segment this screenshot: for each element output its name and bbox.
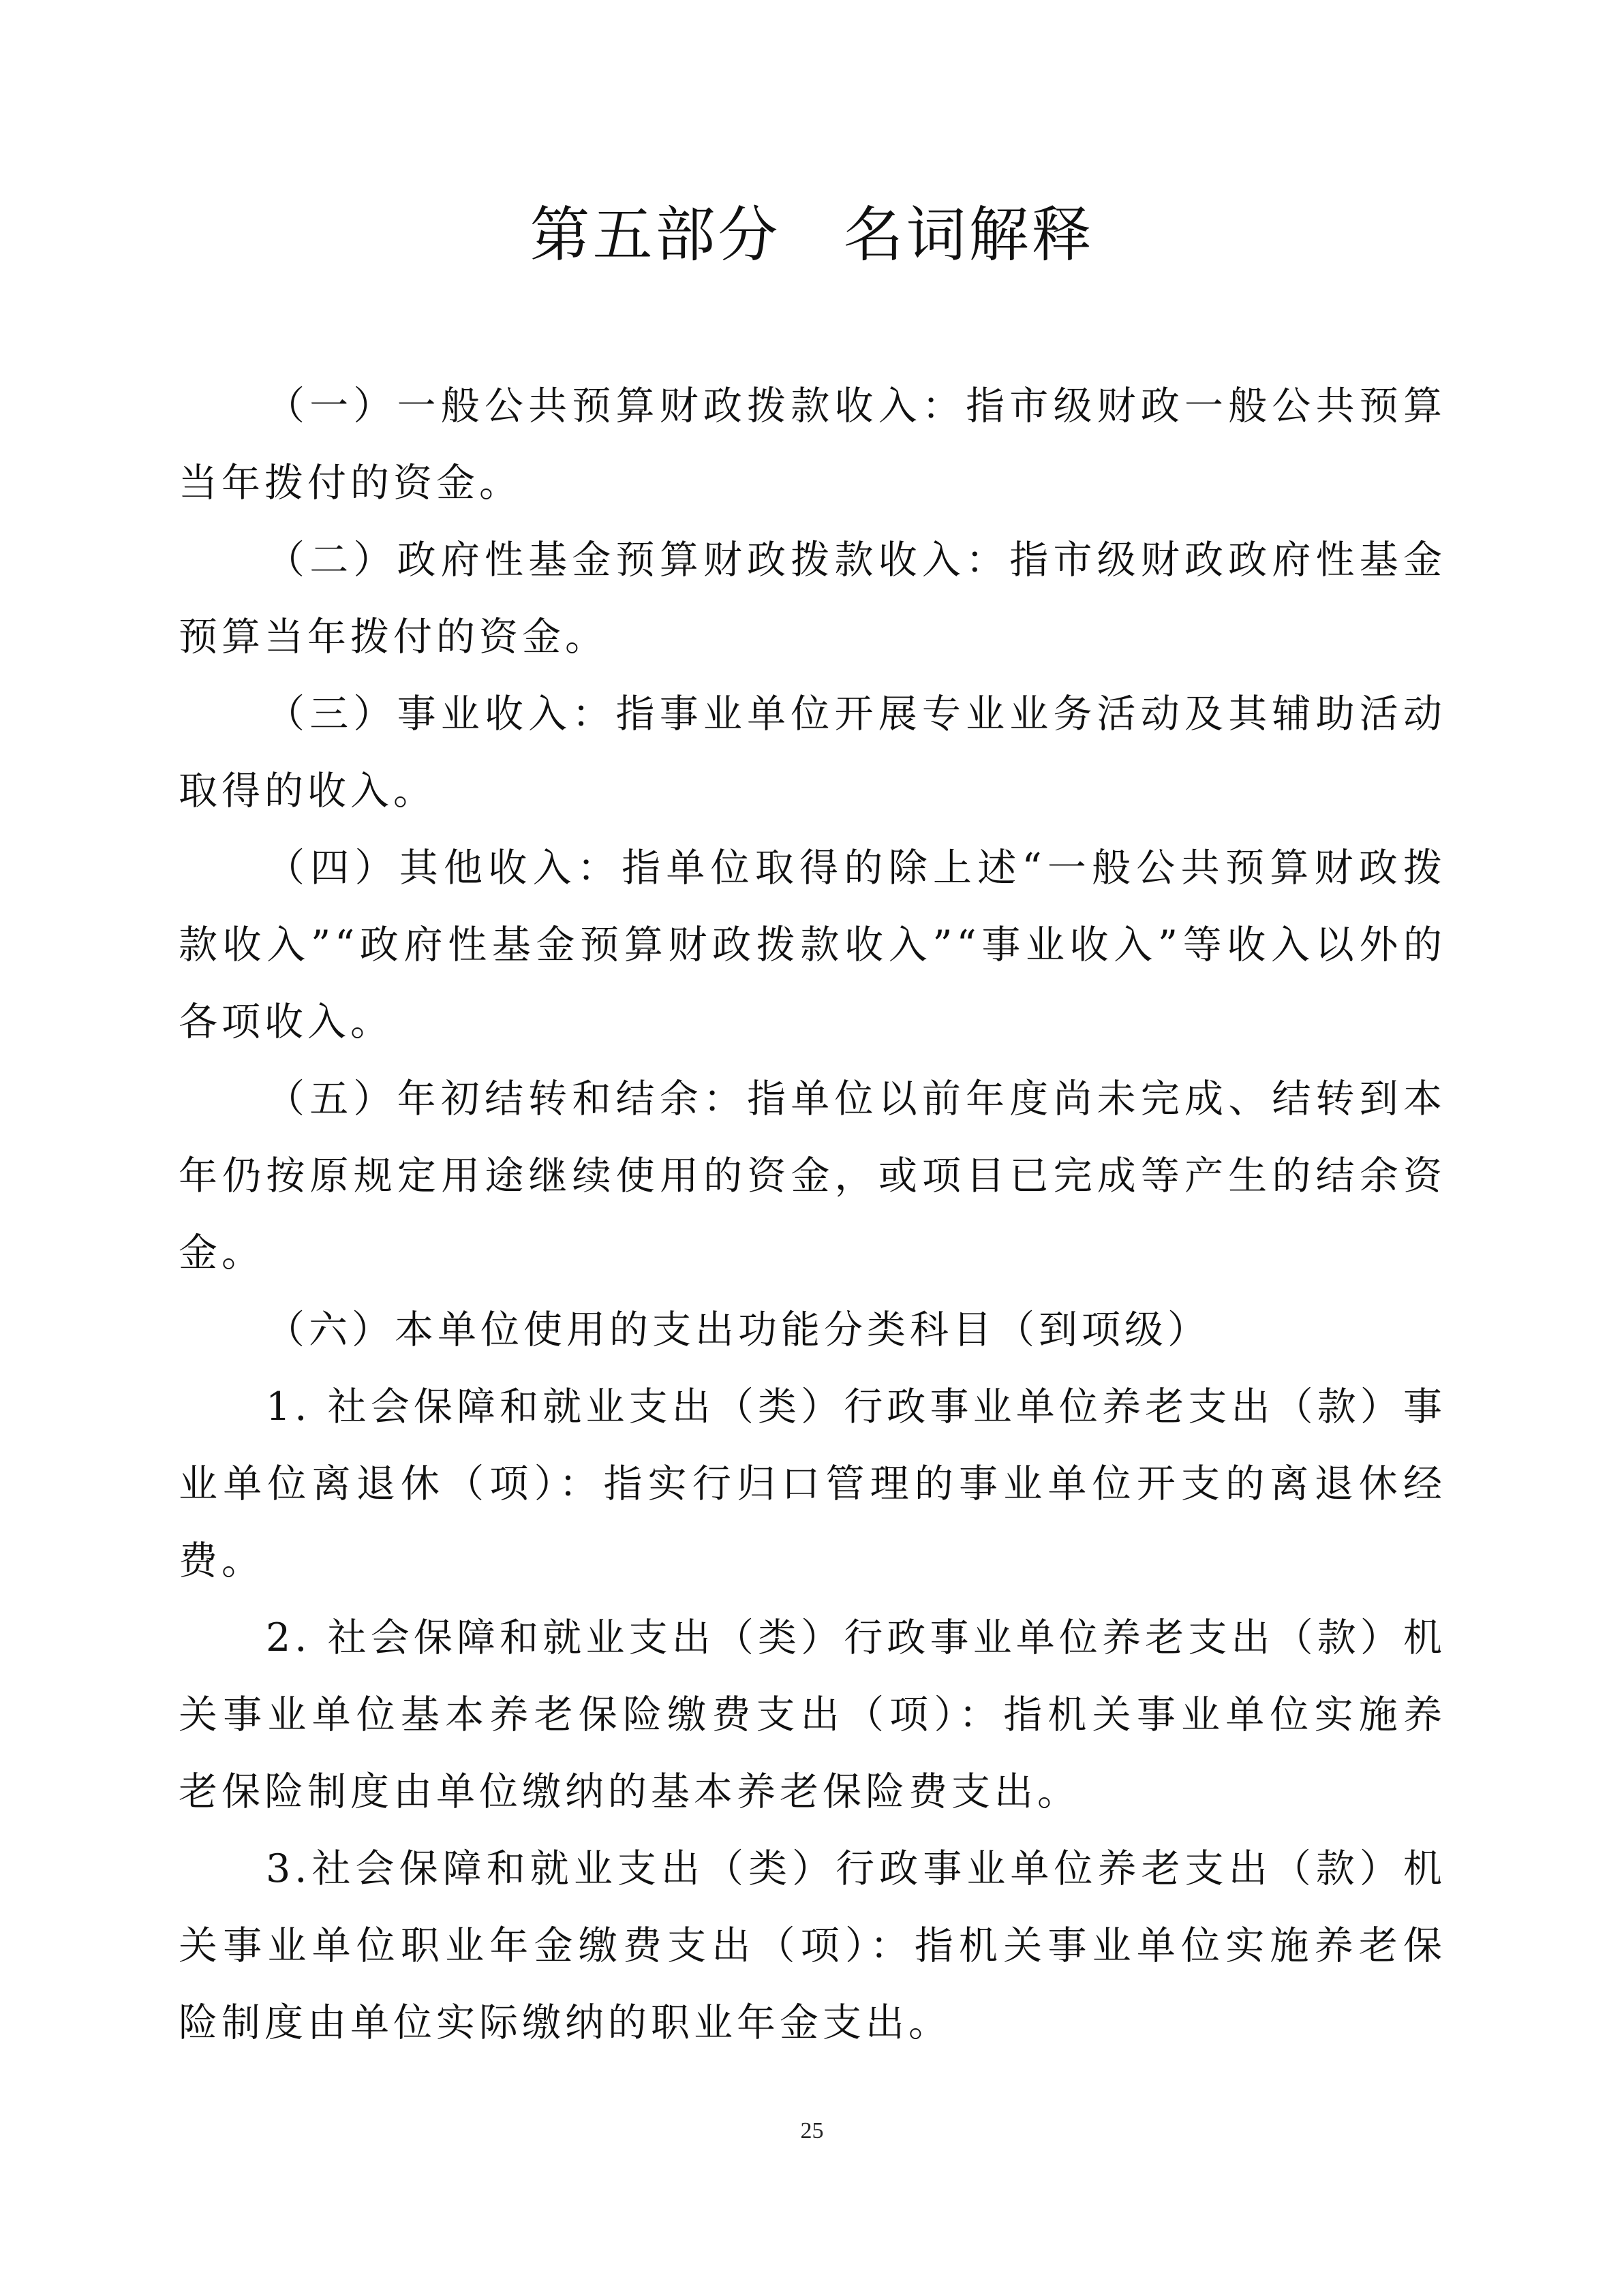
paragraph-4: （四）其他收入：指单位取得的除上述“一般公共预算财政拨款收入”“政府性基金预算财政拨款收入”“事业收入”等收入以外的各项收入。 [179, 846, 1446, 1044]
paragraph-7: 1. 社会保障和就业支出（类）行政事业单位养老支出（款）事业单位离退休（项）：指实行归口管理的事业单位开支的离退休经费。 [179, 1384, 1446, 1583]
page-number: 25 [800, 2118, 824, 2143]
document-body [179, 368, 1446, 2062]
paragraph-8: 2. 社会保障和就业支出（类）行政事业单位养老支出（款）机关事业单位基本养老保险缴费支出（项）：指机关事业单位实施养老保险制度由单位缴纳的基本养老保险费支出。 [179, 1615, 1446, 1814]
paragraph-9: 3.社会保障和就业支出（类）行政事业单位养老支出（款）机关事业单位职业年金缴费支出（项）：指机关事业单位实施养老保险制度由单位实际缴纳的职业年金支出。 [179, 1846, 1446, 2045]
paragraph-5: （五）年初结转和结余：指单位以前年度尚未完成、结转到本年仍按原规定用途继续使用的资金，或项目已完成等产生的结余资金。 [179, 1076, 1446, 1275]
paragraph-6: （六）本单位使用的支出功能分类科目（到项级） [266, 1307, 1210, 1352]
page-title: 第五部分 名词解释 [530, 200, 1094, 270]
paragraph-2: （二）政府性基金预算财政拨款收入：指市级财政政府性基金预算当年拨付的资金。 [179, 538, 1446, 660]
paragraph-1: （一）一般公共预算财政拨款收入：指市级财政一般公共预算当年拨付的资金。 [179, 384, 1446, 506]
paragraph-3: （三）事业收入：指事业单位开展专业业务活动及其辅助活动取得的收入。 [179, 692, 1446, 813]
